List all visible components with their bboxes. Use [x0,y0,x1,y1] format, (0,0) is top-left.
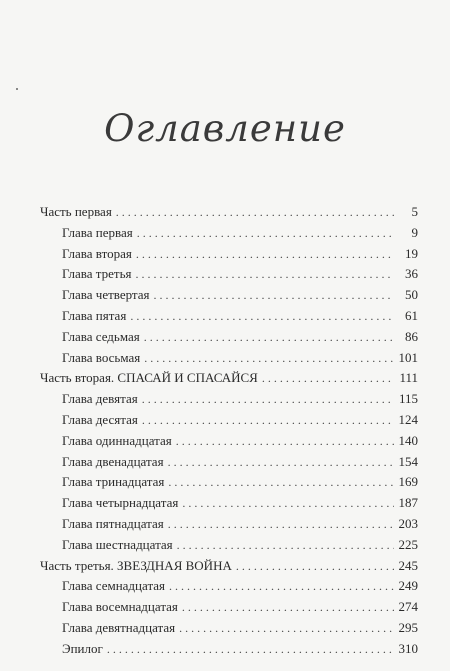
dot-leader [107,639,394,660]
toc-chapter-entry [40,618,418,639]
toc-part-entry [40,368,418,389]
dot-leader [116,202,394,223]
toc-page-number: 140 [398,432,418,448]
toc-chapter-entry [40,410,418,431]
dot-leader [236,556,394,577]
print-speck [16,88,18,90]
toc-page-number: 19 [405,245,418,261]
dot-leader [144,327,394,348]
toc-entry-label: Глава восьмая [62,349,141,365]
toc-entry-label: Часть третья. ЗВЕЗДНАЯ ВОЙНА [40,557,232,573]
toc-entry-label: Глава третья [62,266,132,282]
dot-leader [135,264,394,285]
toc-entry-label: Глава первая [62,224,133,240]
dot-leader [169,576,394,597]
toc-chapter-entry [40,389,418,410]
toc-page-number: 101 [398,349,418,365]
toc-entry-label: Глава десятая [62,411,138,427]
toc-entry-label: Глава пятая [62,307,127,323]
dot-leader [182,597,394,618]
toc-chapter-entry [40,431,418,452]
toc-part-entry [40,556,418,577]
dot-leader [182,493,394,514]
dot-leader [176,431,394,452]
toc-page-number: 310 [398,640,418,656]
toc-entry-label: Глава девятнадцатая [62,619,176,635]
dot-leader [142,410,394,431]
toc-chapter-entry [40,597,418,618]
toc-entry-label: Глава четвертая [62,287,150,303]
dot-leader [262,368,394,389]
dot-leader [137,223,394,244]
toc-chapter-entry [40,285,418,306]
toc-entry-label: Глава четырнадцатая [62,495,179,511]
toc-page-number: 111 [399,370,418,386]
toc-chapter-entry [40,244,418,265]
toc-page-number: 124 [398,411,418,427]
dot-leader [177,535,394,556]
toc-page-number: 5 [411,204,418,219]
dot-leader [136,244,394,265]
toc-entry-label: Глава шестнадцатая [62,536,173,552]
toc-chapter-entry [40,306,418,327]
toc-page-number: 115 [398,391,418,407]
toc-entry-label: Глава двенадцатая [62,453,164,469]
page-title: Оглавление [104,107,346,150]
toc-entry-label: Глава вторая [62,245,132,261]
toc-page-number: 9 [411,224,418,240]
dot-leader [168,514,394,535]
toc-entry-label: Глава одиннадцатая [62,432,172,448]
toc-page-number: 61 [405,307,418,323]
toc-page-number: 245 [398,557,418,573]
toc-entry-label: Часть вторая. СПАСАЙ И СПАСАЙСЯ [40,370,258,386]
dot-leader [130,306,394,327]
toc-page-number: 36 [405,266,418,282]
dot-leader [168,452,394,473]
toc-page-number: 50 [405,287,418,303]
toc-entry-label: Глава пятнадцатая [62,515,164,531]
toc-entry-label: Глава тринадцатая [62,474,165,490]
dot-leader [168,472,394,493]
toc-page-number: 169 [398,474,418,490]
toc-chapter-entry [40,348,418,369]
toc-entry-label: Глава семнадцатая [62,578,166,594]
toc-page-number: 295 [398,619,418,635]
toc-page-number: 225 [398,536,418,552]
toc-entry-label: Эпилог [62,640,103,656]
toc-entry-label: Глава восемнадцатая [62,599,178,615]
table-of-contents [40,202,418,660]
toc-page-number: 154 [398,453,418,469]
toc-chapter-entry [40,639,418,660]
toc-entry-label: Глава девятая [62,391,138,407]
toc-entry-label: Часть первая [40,204,112,219]
toc-chapter-entry [40,452,418,473]
toc-chapter-entry [40,223,418,244]
toc-page-number: 274 [398,599,418,615]
toc-chapter-entry [40,493,418,514]
toc-page-number: 249 [398,578,418,594]
dot-leader [179,618,394,639]
toc-chapter-entry [40,576,418,597]
dot-leader [142,389,394,410]
toc-chapter-entry [40,472,418,493]
toc-page-number: 203 [398,515,418,531]
toc-entry-label: Глава седьмая [62,328,140,344]
toc-chapter-entry [40,535,418,556]
toc-chapter-entry [40,514,418,535]
dot-leader [154,285,394,306]
toc-chapter-entry [40,327,418,348]
toc-page-number: 187 [398,495,418,511]
toc-chapter-entry [40,264,418,285]
dot-leader [144,348,394,369]
toc-page-number: 86 [405,328,418,344]
toc-part-entry [40,202,418,223]
